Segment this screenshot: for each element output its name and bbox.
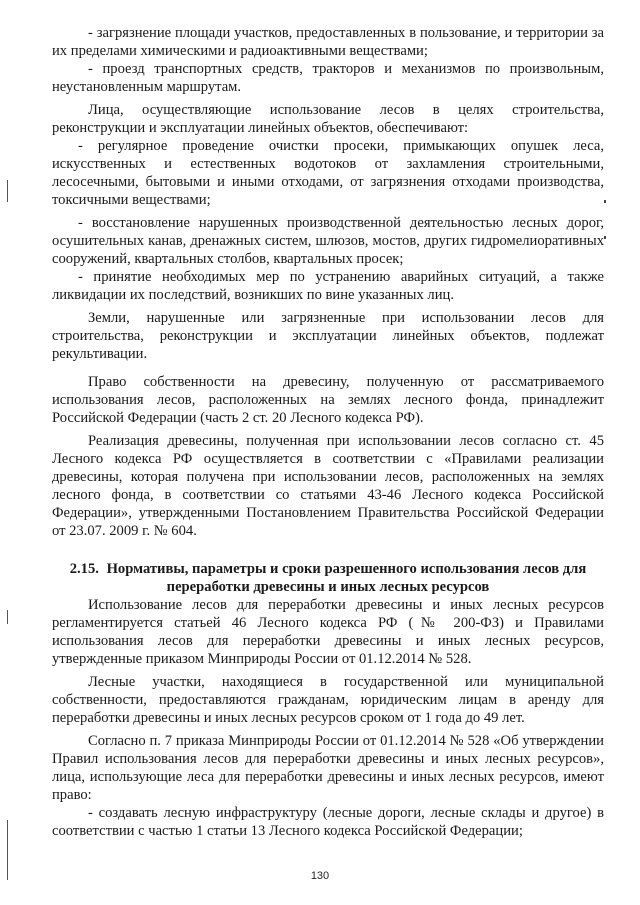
paragraph: Реализация древесины, полученная при использовании лесов согласно ст. 45 Лесного кодекса РФ осуществляется в соответствии с «Правилами реализации древесины, которая получена при использовании лесов, расположенных на землях лесного фонда, в соответствии со статьями 43-46 Лесного кодекса Российской Федерации», утвержденными Постановлением Правительства Российской Федерации от 23.07. 2009 г. № 604. — [52, 433, 604, 539]
paragraph: Лесные участки, находящиеся в государственной или муниципальной собственности, предоставляются гражданам, юридическим лицам в аренду для переработки древесины и иных лесных ресурсов сроком от 1 года до 49 лет. — [52, 674, 604, 726]
section-title: Нормативы, параметры и сроки разрешенного использования лесов для переработки древесины и иных лесных ресурсов — [106, 561, 587, 595]
scan-speck — [604, 236, 606, 239]
list-item: - проезд транспортных средств, тракторов и механизмов по произвольным, неустановленным маршрутам. — [52, 61, 604, 95]
section-heading — [52, 560, 604, 596]
list-item: - принятие необходимых мер по устранению аварийных ситуаций, а также ликвидации их последствий, возникших по вине указанных лиц. — [52, 269, 604, 303]
list-item: - восстановление нарушенных производственной деятельностью лесных дорог, осушительных канав, дренажных систем, шлюзов, мостов, других гидромелиоративных сооружений, квартальных столбов, квартальных просек; — [52, 215, 604, 267]
paragraph: Согласно п. 7 приказа Минприроды России от 01.12.2014 № 528 «Об утверждении Правил использования лесов для переработки древесины и иных лесных ресурсов», лица, использующие леса для переработки древесины и иных лесных ресурсов, имеют право: — [52, 733, 604, 803]
paragraph: Лица, осуществляющие использование лесов в целях строительства, реконструкции и эксплуатации линейных объектов, обеспечивают: — [52, 102, 604, 136]
paragraph: Земли, нарушенные или загрязненные при использовании лесов для строительства, реконструкции и эксплуатации линейных объектов, подлежат рекультивации. — [52, 310, 604, 362]
list-item: - загрязнение площади участков, предоставленных в пользование, и территории за их пределами химическими и радиоактивными веществами; — [52, 25, 604, 59]
list-item: - создавать лесную инфраструктуру (лесные дороги, лесные склады и другое) в соответствии с частью 1 статьи 13 Лесного кодекса Российской Федерации; — [52, 805, 604, 839]
paragraph: Право собственности на древесину, полученную от рассматриваемого использования лесов, расположенных на землях лесного фонда, принадлежит Российской Федерации (часть 2 ст. 20 Лесного кодекса РФ). — [52, 374, 604, 426]
scan-margin-line — [7, 610, 8, 624]
scan-margin-line — [7, 180, 8, 202]
page-number: 130 — [310, 870, 330, 882]
scan-speck — [604, 200, 606, 203]
section-number: 2.15. — [69, 561, 99, 577]
document-body — [52, 24, 604, 840]
paragraph: Использование лесов для переработки древесины и иных лесных ресурсов регламентируется статьей 46 Лесного кодекса РФ (№ 200-ФЗ) и Правилами использования лесов для переработки древесины и иных лесных ресурсов, утвержденные приказом Минприроды России от 01.12.2014 № 528. — [52, 597, 604, 667]
list-item: - регулярное проведение очистки просеки, примыкающих опушек леса, искусственных и естественных водотоков от захламления строительными, лесосечными, бытовыми и иными отходами, от загрязнения отходами производства, токсичными веществами; — [52, 138, 604, 208]
